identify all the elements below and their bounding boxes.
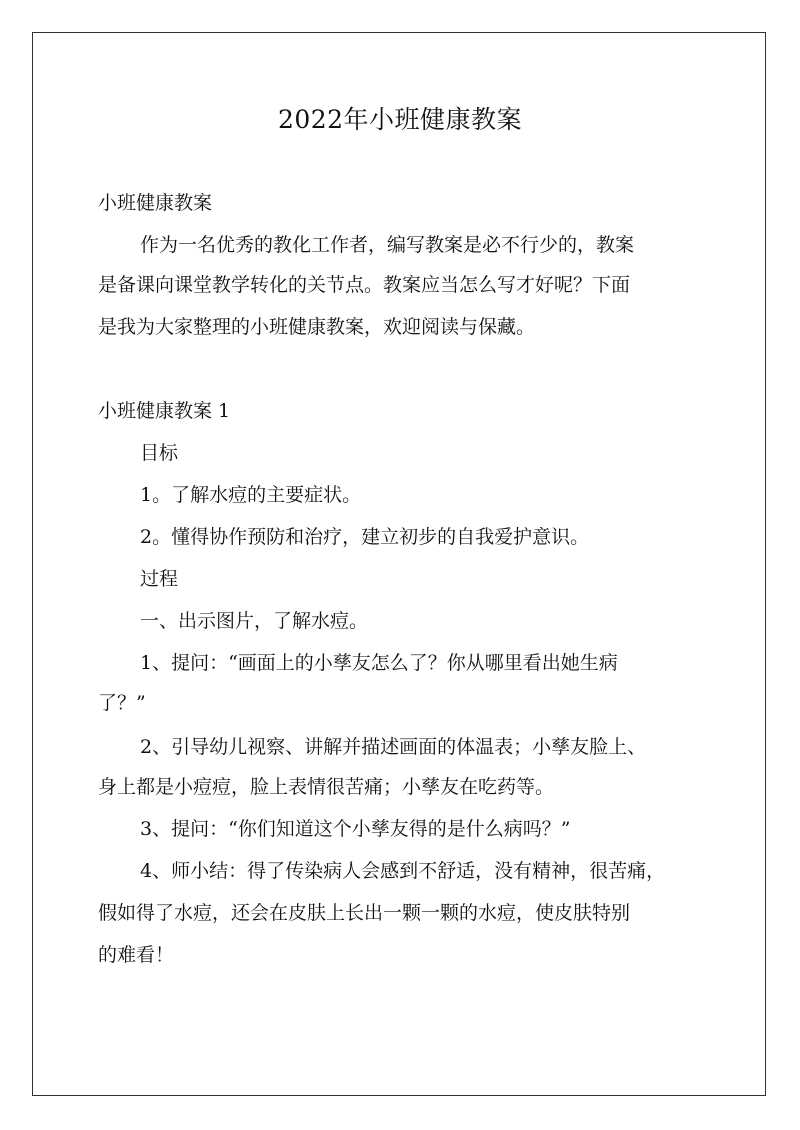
document-title: 2022年小班健康教案 bbox=[277, 105, 523, 134]
goal-item: 2。懂得协作预防和治疗，建立初步的自我爱护意识。 bbox=[140, 526, 590, 548]
paragraph-line: 身上都是小痘痘，脸上表情很苦痛；小孳友在吃药等。 bbox=[98, 776, 555, 798]
goal-heading: 目标 bbox=[140, 442, 179, 464]
section-heading: 小班健康教案 bbox=[98, 192, 213, 214]
goal-item: 1。了解水痘的主要症状。 bbox=[140, 484, 362, 506]
step-heading: 一、出示图片，了解水痘。 bbox=[140, 610, 369, 632]
intro-line: 是我为大家整理的小班健康教案，欢迎阅读与保藏。 bbox=[98, 316, 536, 338]
paragraph-line: 3、提问：“你们知道这个小孳友得的是什么病吗？” bbox=[140, 818, 571, 840]
paragraph-line: 假如得了水痘，还会在皮肤上长出一颗一颗的水痘，使皮肤特别 bbox=[98, 902, 631, 924]
lesson-heading: 小班健康教案 1 bbox=[98, 400, 231, 422]
paragraph-line: 4、师小结：得了传染病人会感到不舒适，没有精神，很苦痛， bbox=[140, 860, 666, 882]
process-heading: 过程 bbox=[140, 568, 179, 590]
paragraph-line: 1、提问：“画面上的小孳友怎么了？你从哪里看出她生病 bbox=[140, 652, 618, 674]
intro-line: 是备课向课堂教学转化的关节点。教案应当怎么写才好呢？下面 bbox=[98, 274, 631, 296]
paragraph-line: 2、引导幼儿视察、讲解并描述画面的体温表；小孳友脸上、 bbox=[140, 736, 647, 758]
intro-line: 作为一名优秀的教化工作者，编写教案是必不行少的，教案 bbox=[140, 234, 635, 256]
paragraph-line: 的难看！ bbox=[98, 944, 175, 966]
paragraph-line: 了？” bbox=[98, 692, 146, 714]
